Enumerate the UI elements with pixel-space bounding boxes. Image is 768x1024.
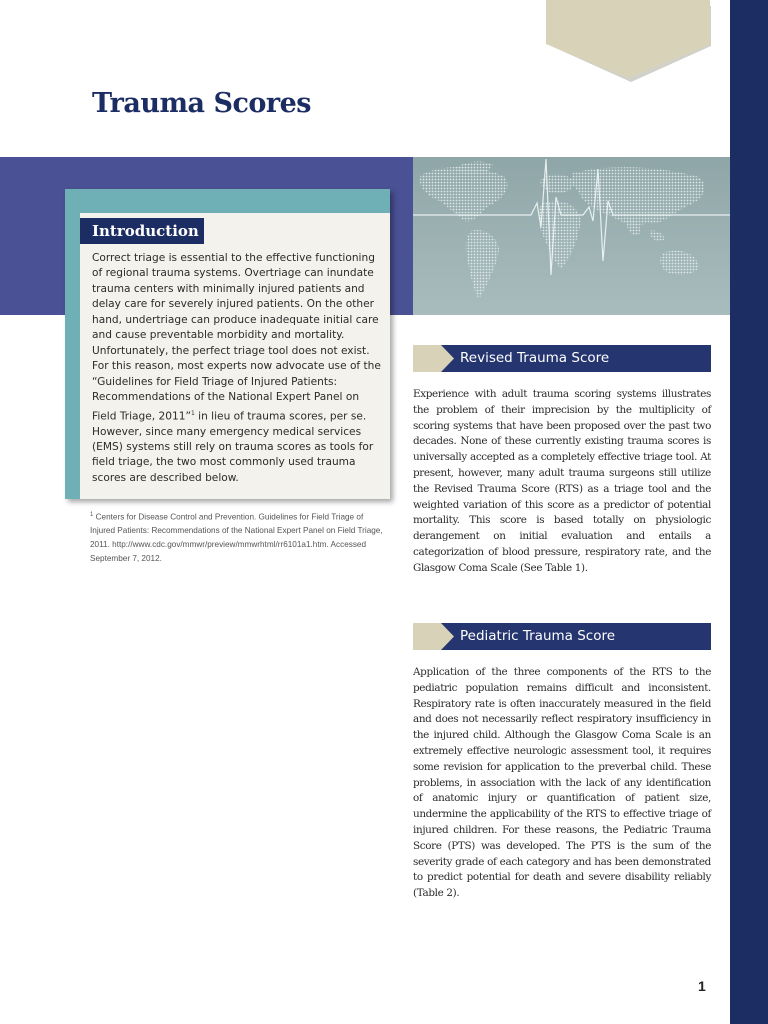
- introduction-box: [65, 189, 390, 499]
- world-map-image: [413, 157, 730, 315]
- chevron-icon: [413, 623, 455, 650]
- pts-heading-bar: [413, 623, 711, 650]
- footnote: [90, 509, 390, 565]
- introduction-text: [92, 251, 386, 486]
- introduction-text-part1: Correct triage is essential to the effective functioning of regional trauma systems. Overtriage can inundate trauma centers with minimally injured patients and delay care for severely injured patients. On the other hand, undertriage can produce inadequate initial care and cause preventable morbidity and mortality. Unfortunately, the perfect triage tool does not exist. For this reason, most experts now advocate use of the “Guidelines for Field Triage of Injured Patients: Recommendations of the National Expert Panel on Field Triage, 2011”: [92, 252, 381, 423]
- chevron-icon: [413, 345, 455, 372]
- page-number: 1: [698, 978, 706, 994]
- rts-heading-bar: [413, 345, 711, 372]
- pts-heading: Pediatric Trauma Score: [460, 628, 616, 644]
- footnote-reference: 1: [190, 409, 195, 417]
- footnote-mark: 1: [90, 512, 94, 518]
- introduction-heading: Introduction: [80, 218, 204, 244]
- chapter-tab-decoration: [546, 0, 712, 82]
- pts-paragraph: Application of the three components of the RTS to the pediatric population remains difficult and inconsistent. Respiratory rate is often inaccurately measured in the field and does not necessarily reflect respiratory insufficiency in the injured child. Although the Glasgow Coma Scale is an extremely effective neurologic assessment tool, it requires some revision for application to the preverbal child. These problems, in association with the lack of any identification of anatomic injury or quantification of patient size, undermine the applicability of the RTS to effective triage of injured children. For these reasons, the Pediatric Trauma Score (PTS) was developed. The PTS is the sum of the severity grade of each category and has been demonstrated to predict potential for death and severe disability reliably (Table 2).: [413, 666, 711, 900]
- rts-heading: Revised Trauma Score: [460, 350, 610, 366]
- page-title: Trauma Scores: [92, 88, 311, 119]
- right-navy-sidebar: [730, 0, 768, 1024]
- rts-paragraph: Experience with adult trauma scoring systems illustrates the problem of their imprecision by the multiplicity of scoring systems that have been proposed over the past two decades. None of these currently existing trauma scores is universally accepted as a completely effective triage tool. At present, however, many adult trauma surgeons still utilize the Revised Trauma Score (RTS) as a triage tool and the weighted variation of this score as a predictor of potential mortality. This score is based totally on physiologic derangement on initial evaluation and entails a categorization of blood pressure, respiratory rate, and the Glasgow Coma Scale (See Table 1).: [413, 388, 711, 574]
- introduction-text-part2: in lieu of trauma scores, per se. However, since many emergency medical services (EMS) systems still rely on trauma scores as tools for field triage, the two most commonly used trauma scores are described below.: [92, 410, 374, 484]
- footnote-text: Centers for Disease Control and Prevention. Guidelines for Field Triage of Injured Patients: Recommendations of the National Expert Panel on Field Triage, 2011. http://www.cdc.gov/mmwr/preview/mmwrhtml/rr6101a1.htm. Accessed September 7, 2012.: [90, 512, 383, 563]
